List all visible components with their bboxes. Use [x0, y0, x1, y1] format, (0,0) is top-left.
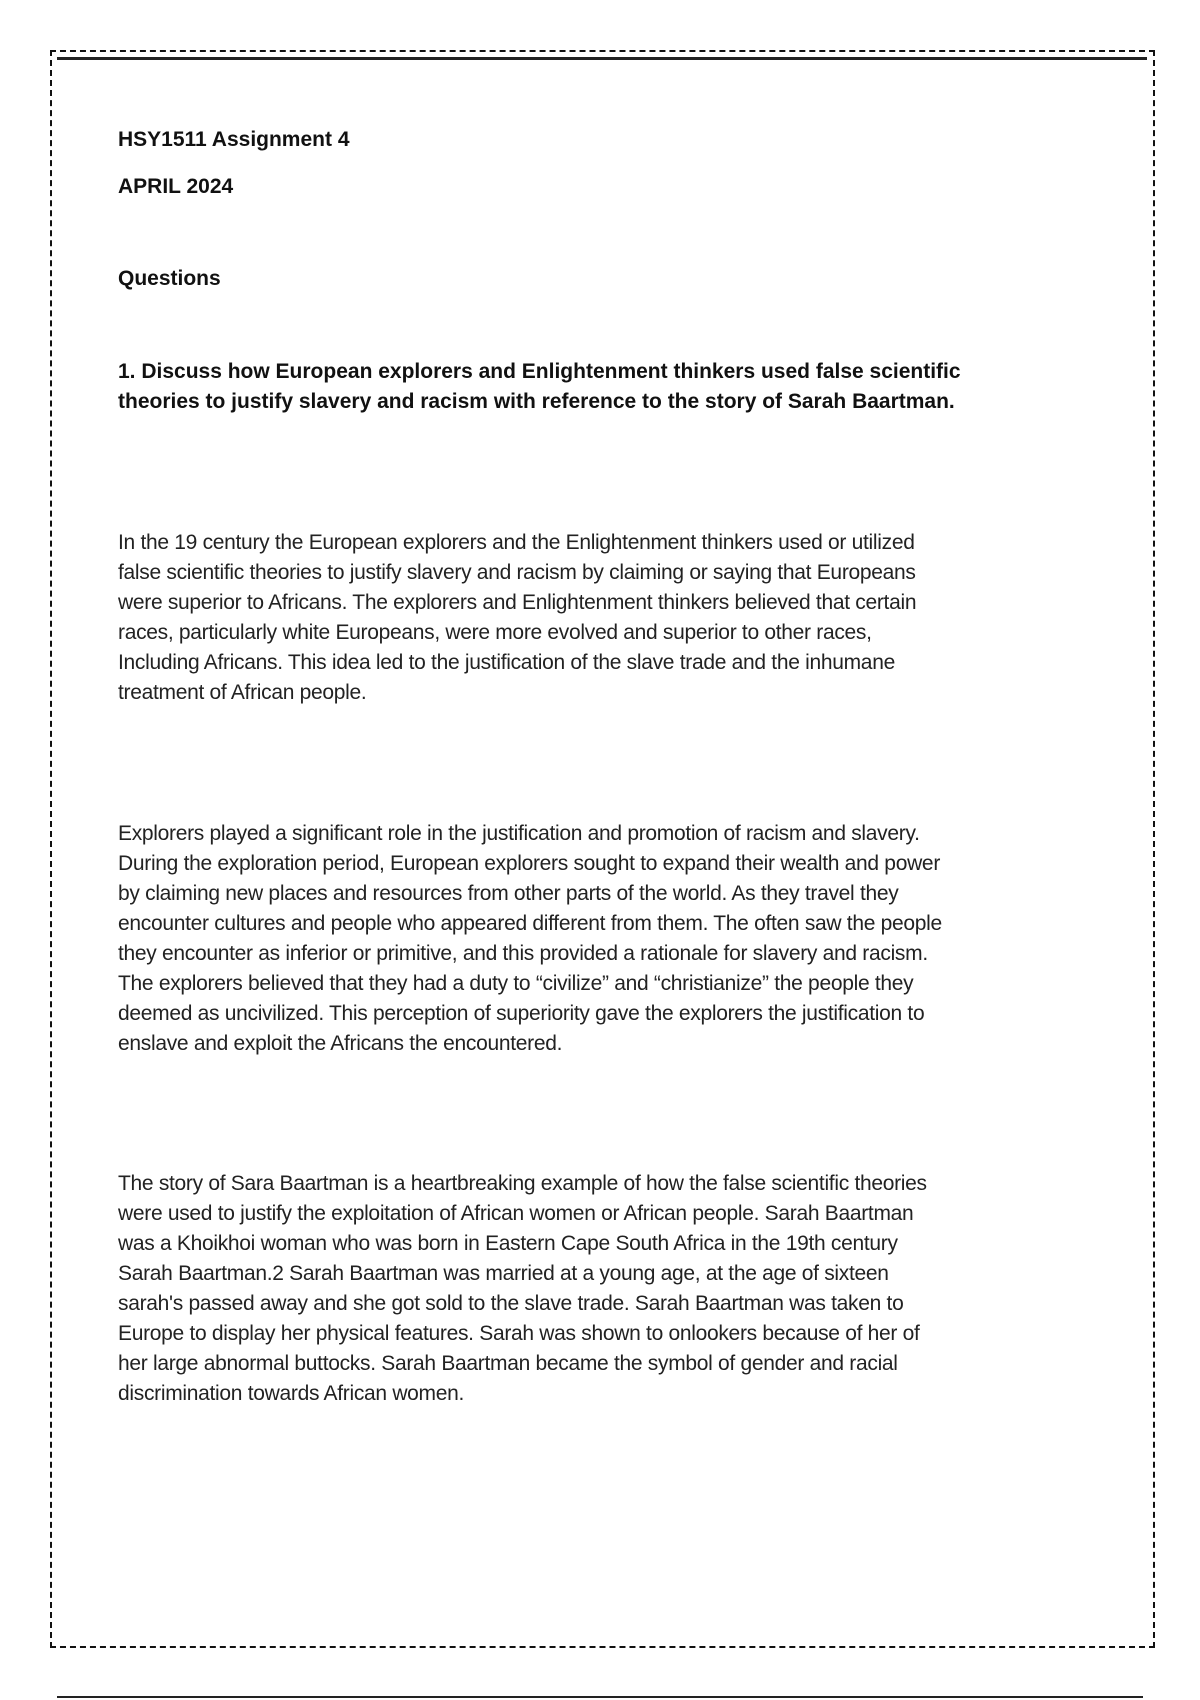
- question-1: [118, 357, 961, 417]
- question-line: 1. Discuss how European explorers and Enlightenment thinkers used false scientific: [118, 360, 961, 383]
- paragraph-line: deemed as uncivilized. This perception of superiority gave the explorers the justification to: [118, 1002, 925, 1025]
- paragraph-line: were used to justify the exploitation of African women or African people. Sarah Baartman: [118, 1202, 914, 1225]
- paragraph-line: false scientific theories to justify slavery and racism by claiming or saying that Europeans: [118, 561, 916, 584]
- paragraph-line: In the 19 century the European explorers and the Enlightenment thinkers used or utilized: [118, 531, 915, 554]
- paragraph-line: they encounter as inferior or primitive, and this provided a rationale for slavery and racism.: [118, 942, 928, 965]
- paragraph-line: enslave and exploit the Africans the encountered.: [118, 1032, 563, 1055]
- paragraph-line: Sarah Baartman.2 Sarah Baartman was married at a young age, at the age of sixteen: [118, 1262, 889, 1285]
- document-title: HSY1511 Assignment 4: [118, 128, 350, 151]
- paragraph-line: Explorers played a significant role in the justification and promotion of racism and slavery.: [118, 822, 920, 845]
- document-date: APRIL 2024: [118, 175, 234, 198]
- paragraph-line: her large abnormal buttocks. Sarah Baartman became the symbol of gender and racial: [118, 1352, 898, 1375]
- paragraph-line: During the exploration period, European explorers sought to expand their wealth and power: [118, 852, 941, 875]
- bottom-rule: [57, 1696, 1143, 1698]
- paragraph-line: discrimination towards African women.: [118, 1382, 465, 1405]
- top-rule: [57, 57, 1147, 60]
- paragraph-line: Including Africans. This idea led to the justification of the slave trade and the inhumane: [118, 651, 895, 674]
- paragraph-line: by claiming new places and resources from other parts of the world. As they travel they: [118, 882, 899, 905]
- paragraph-line: treatment of African people.: [118, 681, 367, 704]
- paragraph-3: [118, 1169, 927, 1409]
- question-line: theories to justify slavery and racism with reference to the story of Sarah Baartman.: [118, 390, 955, 413]
- paragraph-line: were superior to Africans. The explorers and Enlightenment thinkers believed that certain: [118, 591, 917, 614]
- paragraph-line: sarah's passed away and she got sold to the slave trade. Sarah Baartman was taken to: [118, 1292, 904, 1315]
- paragraph-line: encounter cultures and people who appeared different from them. The often saw the people: [118, 912, 942, 935]
- paragraph-line: was a Khoikhoi woman who was born in Eastern Cape South Africa in the 19th century: [118, 1232, 898, 1255]
- section-heading: Questions: [118, 267, 221, 290]
- paragraph-1: [118, 528, 916, 708]
- paragraph-2: [118, 819, 942, 1059]
- paragraph-line: The explorers believed that they had a duty to “civilize” and “christianize” the people they: [118, 972, 914, 995]
- paragraph-line: The story of Sara Baartman is a heartbreaking example of how the false scientific theories: [118, 1172, 927, 1195]
- paragraph-line: Europe to display her physical features. Sarah was shown to onlookers because of her of: [118, 1322, 920, 1345]
- paragraph-line: races, particularly white Europeans, were more evolved and superior to other races,: [118, 621, 872, 644]
